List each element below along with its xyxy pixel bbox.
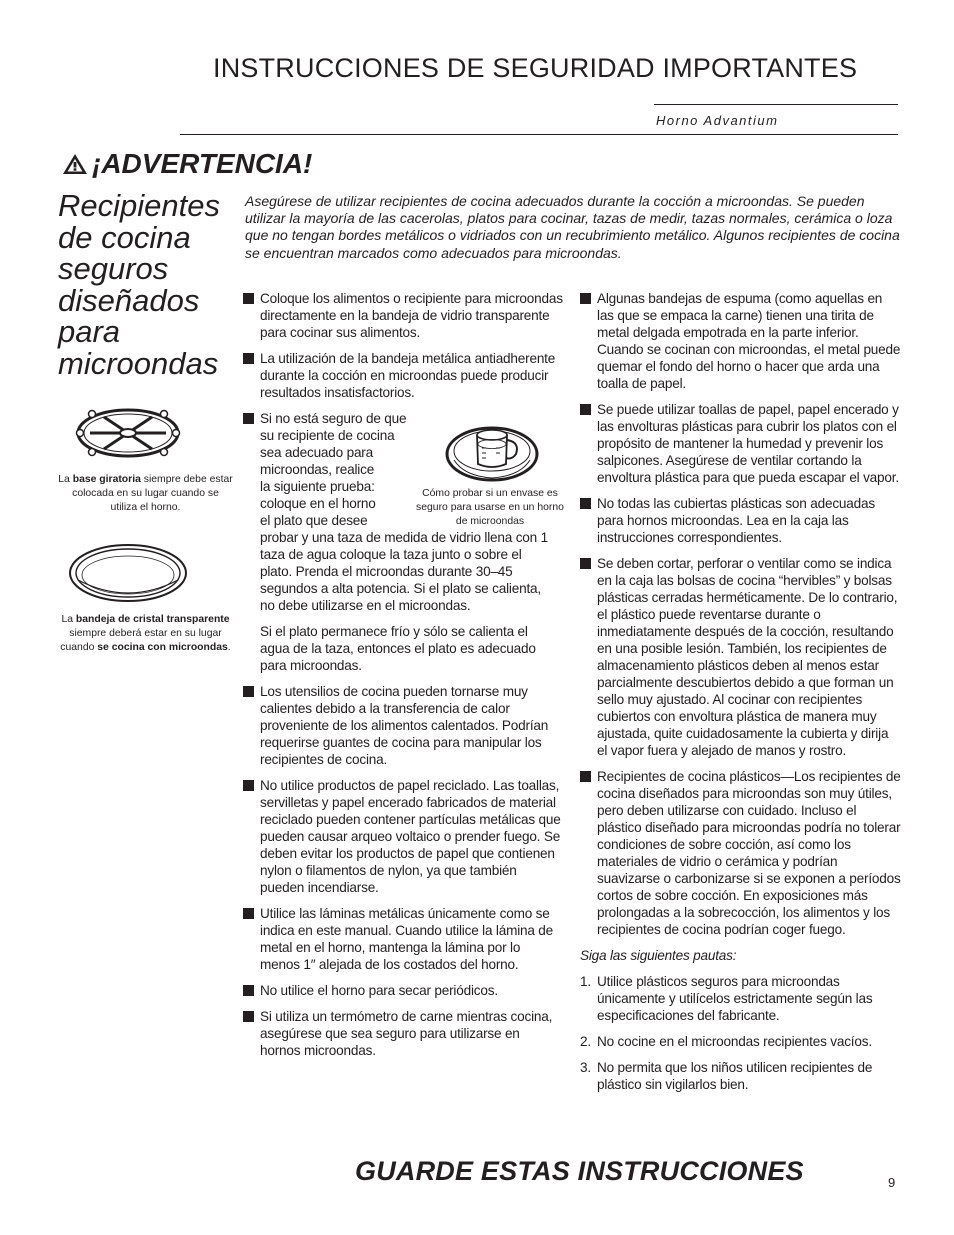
text-line: el plato que desee — [260, 513, 368, 528]
warning-heading — [62, 148, 312, 180]
bullet-square-icon — [243, 908, 254, 919]
microwave-test-intro-lines — [260, 410, 425, 529]
middle-column — [243, 290, 563, 1068]
text-line: microondas, realice — [260, 462, 375, 477]
numbered-item-text: No permita que los niños utilicen recipientes de plástico sin vigilarlos bien. — [597, 1060, 873, 1092]
list-item-text: Recipientes de cocina plásticos—Los recipientes de cocina diseñados para microondas son muy útiles, pero deben utilizarse con cuidado. Incluso el plástico diseñado para microondas podría no tolerar condiciones de sobre cocción, así como los materiales de vidrio o cerámica y podrían suavizarse o carbonizarse si se exponen a períodos cortos de sobre cocción. En exposiciones más prolongadas a la sobrecocción, los alimentos y los recipientes de cocina podrían coger fuego. — [597, 769, 901, 937]
tray-caption-bold1: bandeja de cristal transparente — [75, 614, 230, 625]
bullet-square-icon — [243, 780, 254, 791]
text-line: Si no está seguro de que — [260, 411, 407, 426]
bullet-square-icon — [243, 413, 254, 424]
list-item — [243, 683, 563, 768]
tray-caption-mid: siempre deberá estar en su lugar cuando — [60, 627, 222, 653]
list-item — [243, 350, 563, 401]
text-line: coloque en el horno — [260, 496, 376, 511]
tray-caption-post: . — [227, 641, 231, 653]
glass-tray-caption — [58, 613, 233, 654]
bullet-square-icon — [243, 293, 254, 304]
page-title: INSTRUCCIONES DE SEGURIDAD IMPORTANTES — [213, 53, 858, 83]
list-item-text: Los utensilios de cocina pueden tornarse muy calientes debido a la transferencia de calor proveniente de los alimentos calentados. Podrían requerirse guantes de cocina para manipular los recipientes de cocina. — [260, 684, 549, 767]
warning-triangle-icon — [62, 152, 88, 176]
bullet-square-icon — [243, 686, 254, 697]
intro-paragraph: Asegúrese de utilizar recipientes de cocina adecuados durante la cocción a microondas. Se pueden utilizar la mayoría de las cacerolas, platos para cocinar, tazas de medir, tazas normales, cerámica o loza que no tengan bordes metálicos o vidriados con un recubrimiento metálico. Algunos recipientes de cocina se encuentran marcados como adecuados para microondas. — [245, 193, 900, 261]
page-number: 9 — [888, 1175, 896, 1190]
list-item-text: No utilice productos de papel reciclado. Las toallas, servilletas y papel encerado fabricados de material reciclado pueden contener partículas metálicas que pueden causar arqueo voltaico o prender fuego. Se deben evitar los productos de papel que contienen nylon o filamentos de nylon, ya que también pueden incendiarse. — [260, 778, 561, 895]
list-item-text: La utilización de la bandeja metálica antiadherente durante la cocción en microondas puede producir resultados insatisfactorios. — [260, 351, 556, 400]
list-item-text: Coloque los alimentos o recipiente para microondas directamente en la bandeja de vidrio transparente para cocinar sus alimentos. — [260, 291, 563, 340]
list-item-text: No utilice el horno para secar periódicos. — [260, 983, 498, 998]
list-item — [243, 777, 563, 896]
list-item-microwave-test — [243, 410, 563, 674]
bullet-square-icon — [243, 985, 254, 996]
bullet-square-icon — [580, 771, 591, 782]
numbered-item — [580, 1033, 902, 1050]
header-rule-long — [180, 134, 898, 135]
bullet-square-icon — [580, 498, 591, 509]
list-item — [243, 1008, 563, 1059]
list-item — [580, 768, 902, 938]
list-item — [580, 401, 902, 486]
list-item — [243, 905, 563, 973]
turntable-caption — [58, 473, 233, 514]
list-item — [243, 290, 563, 341]
guidelines-intro: Siga las siguientes pautas: — [580, 948, 737, 963]
numbered-item — [580, 1059, 902, 1093]
section-heading: Recipientes de cocina seguros diseñados para microondas — [58, 188, 220, 381]
list-item — [580, 290, 902, 392]
list-item-text: No todas las cubiertas plásticas son adecuadas para hornos microondas. Lea en la caja las instrucciones correspondientes. — [597, 496, 875, 545]
bullet-square-icon — [580, 293, 591, 304]
container-test-caption: Cómo probar si un envase es seguro para usarse en un horno de microondas — [416, 488, 564, 527]
turntable-caption-pre: La — [58, 474, 73, 485]
microwave-test-rest: probar y una taza de medida de vidrio llena con 1 taza de agua coloque la taza junto o sobre el plato. Prenda el microondas durante 30–45 segundos a alta potencia. Si el plato se calienta, no debe utilizarse en el microondas. — [260, 530, 548, 613]
glass-tray-illustration — [66, 540, 190, 606]
turntable-caption-bold: base giratoria — [72, 474, 141, 485]
list-item-text: Utilice las láminas metálicas únicamente como se indica en este manual. Cuando utilice la lámina de metal en el horno, mantenga la lámina por lo menos 1″ alejada de los costados del horno. — [260, 906, 554, 972]
list-item-text: Se puede utilizar toallas de papel, papel encerado y las envolturas plásticas para cubrir los platos con el propósito de mantener la humedad y prevenir los salpicones. Asegúrese de ventilar cortando la envoltura plástica para que pueda escapar el vapor. — [597, 402, 899, 485]
item-number: 1. — [580, 974, 591, 989]
text-line: su recipiente de cocina — [260, 428, 395, 443]
list-item — [243, 982, 563, 999]
list-item-text: Se deben cortar, perforar o ventilar como se indica en la caja las bolsas de cocina “hervibles” y bolsas plásticas cerradas herméticamente. De lo contrario, el plástico puede reventarse durante o inmediatamente después de la cocción, resultando en una posible lesión. También, los recipientes de almacenamiento plásticos deben al menos estar parcialmente descubiertos debido a que forman un sello muy ajustado. Al cocinar con recipientes cubiertos con envoltura plástica de manera muy ajustada, quite cuidadosamente la cubierta y dirija el vapor fuera y alejado de manos y rostro. — [597, 556, 898, 758]
save-instructions-heading: GUARDE ESTAS INSTRUCCIONES — [355, 1156, 804, 1186]
list-item-text: Si utiliza un termómetro de carne mientras cocina, asegúrese que sea seguro para utilizarse en hornos microondas. — [260, 1009, 553, 1058]
list-item — [580, 495, 902, 546]
turntable-caption-post: siempre debe estar colocada en su lugar cuando se utiliza el horno. — [72, 474, 233, 513]
right-column — [580, 290, 902, 1102]
list-item-text: Algunas bandejas de espuma (como aquellas en las que se empaca la carne) tienen una tirita de metal delgada empotrada en la parte inferior. Cuando se cocinan con microondas, el metal puede quemar el fondo del horno o hacer que arda una toalla de papel. — [597, 291, 901, 391]
bullet-square-icon — [580, 558, 591, 569]
list-item — [580, 555, 902, 759]
tray-caption-bold2: se cocina con microondas — [97, 641, 228, 653]
item-number: 3. — [580, 1060, 591, 1075]
numbered-item — [580, 973, 902, 1024]
bullet-square-icon — [580, 404, 591, 415]
item-number: 2. — [580, 1034, 591, 1049]
numbered-item-text: Utilice plásticos seguros para microondas únicamente y utilícelos estrictamente según las especificaciones del fabricante. — [597, 974, 873, 1023]
text-line: la siguiente prueba: — [260, 479, 375, 494]
numbered-item-text: No cocine en el microondas recipientes vacíos. — [597, 1034, 872, 1049]
bullet-square-icon — [243, 1011, 254, 1022]
microwave-test-result: Si el plato permanece frío y sólo se calienta el agua de la taza, entonces el plato es adecuado para microondas. — [260, 624, 536, 673]
bullet-square-icon — [243, 353, 254, 364]
product-name: Horno Advantium — [656, 113, 779, 128]
turntable-illustration — [72, 402, 184, 464]
header-rule-short — [654, 104, 898, 105]
text-line: sea adecuado para — [260, 445, 373, 460]
warning-text: ¡ADVERTENCIA! — [92, 148, 313, 179]
tray-caption-pre: La — [61, 614, 76, 625]
